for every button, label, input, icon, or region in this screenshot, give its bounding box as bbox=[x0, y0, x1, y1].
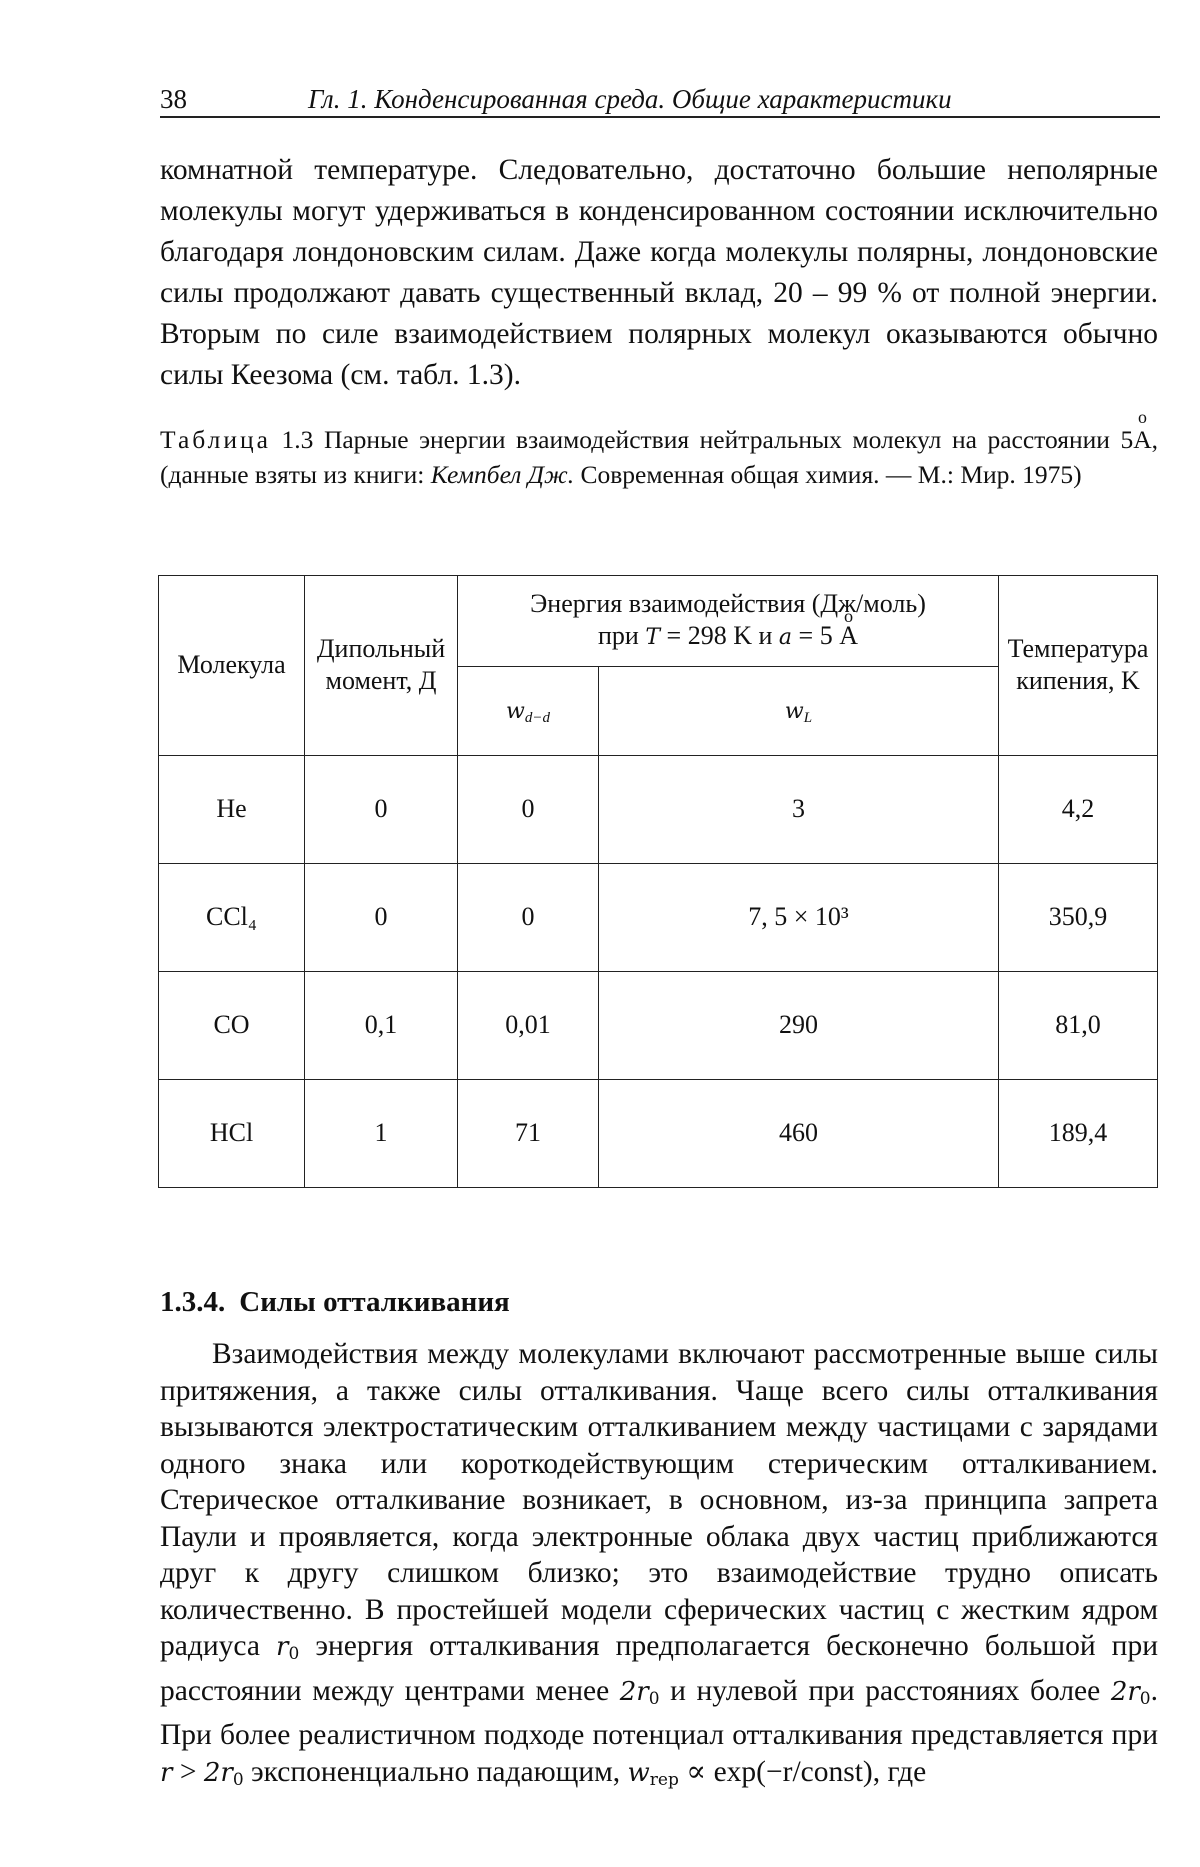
table-caption bbox=[160, 422, 1158, 492]
a-value: = 5 bbox=[798, 620, 833, 650]
cell-molecule: HCl bbox=[159, 1079, 305, 1187]
cell-molecule: He bbox=[159, 755, 305, 863]
var-a: a bbox=[778, 624, 793, 650]
table-row bbox=[159, 863, 1158, 971]
two-r0-base: 2r bbox=[203, 1757, 233, 1788]
energy-prefix: при bbox=[598, 620, 639, 650]
cell-dipole: 0,1 bbox=[305, 971, 458, 1079]
cell-wdd: 0,01 bbox=[458, 971, 599, 1079]
header-molecule: Молекула bbox=[159, 576, 305, 756]
r0-base: r bbox=[276, 1632, 289, 1662]
header-boiling: Температура кипения, K bbox=[999, 576, 1158, 756]
r-symbol: r bbox=[160, 1757, 173, 1788]
section-title: Силы отталкивания bbox=[239, 1286, 510, 1318]
paragraph-1: комнатной температуре. Следовательно, достаточно большие неполярные молекулы могут удерживаться в конденсированном состоянии исключительно благодаря лондоновским силам. Даже когда молекулы полярны, лондоновские силы продолжают давать существенный вклад, 20 – 99 % от полной энергии. Вторым по силе взаимодействием полярных молекул оказываются обычно силы Кеезома (см. табл. 1.3). bbox=[160, 154, 1158, 391]
header-energy-line1: Энергия взаимодействия (Дж/моль) bbox=[530, 588, 926, 618]
caption-unit: o A bbox=[1133, 422, 1151, 457]
cell-dipole: 0 bbox=[305, 863, 458, 971]
paragraph-2-body bbox=[160, 1336, 1158, 1798]
header-energy-line2 bbox=[458, 620, 998, 654]
p2-text-c: и нулевой при расстояниях более bbox=[659, 1674, 1111, 1707]
header-wl bbox=[599, 666, 999, 755]
repulsion-formula: ∝ exp(−r/const) bbox=[678, 1755, 873, 1788]
w-rep-sub: rep bbox=[649, 1769, 679, 1790]
two-r0-symbol bbox=[620, 1677, 660, 1707]
r0-symbol bbox=[276, 1632, 299, 1662]
two-r0-symbol bbox=[1111, 1677, 1151, 1707]
paragraph-2 bbox=[160, 1336, 1158, 1798]
caption-text-1: Парные энергии взаимодействия нейтральных молекул на расстоянии 5 bbox=[323, 425, 1134, 454]
two-r0-base: 2r bbox=[619, 1676, 649, 1707]
two-r0-sub: 0 bbox=[648, 1688, 660, 1709]
wl-sub: L bbox=[803, 709, 813, 726]
caption-author: Кемпбел Дж. bbox=[430, 460, 575, 489]
p2-text-a: Взаимодействия между молекулами включают рассмотренные выше силы притяжения, а также силы отталкивания. Чаще всего силы отталкивания вызываются электростатическим отталкиванием между частицами с зарядами одного знака или короткодействующим стерическим отталкиванием. Стерическое отталкивание возникает, в основном, из-за принципа запрета Паули и проявляется, когда электронные облака двух частиц приближаются друг к другу слишком близко; это взаимодействие трудно описать количественно. В простейшей модели сферических частиц с жестким ядром радиуса bbox=[160, 1338, 1158, 1662]
cell-molecule: CCl₄ bbox=[159, 863, 305, 971]
table-row bbox=[159, 971, 1158, 1079]
cell-wdd: 0 bbox=[458, 755, 599, 863]
p2-text-f: , где bbox=[872, 1755, 927, 1788]
header-energy-group bbox=[458, 576, 999, 667]
greater-than: > bbox=[172, 1755, 204, 1788]
caption-number: 1.3 bbox=[281, 425, 314, 454]
table-row bbox=[159, 1079, 1158, 1187]
two-r0-sub: 0 bbox=[232, 1769, 244, 1790]
energy-and: и bbox=[758, 620, 773, 650]
wdd-sub: d−d bbox=[524, 709, 550, 726]
wl-base: w bbox=[784, 698, 804, 724]
w-rep-base: w bbox=[627, 1757, 650, 1788]
header-dipole: Дипольный момент, Д bbox=[305, 576, 458, 756]
p2-text-e: экспоненциально падающим, bbox=[243, 1755, 628, 1788]
a-unit: o A bbox=[839, 620, 858, 652]
cell-wl: 7, 5 × 10³ bbox=[599, 863, 999, 971]
cell-boiling: 81,0 bbox=[999, 971, 1158, 1079]
page-header bbox=[160, 70, 1160, 118]
w-rep-symbol bbox=[628, 1758, 679, 1788]
wdd-base: w bbox=[506, 698, 525, 724]
cell-wdd: 71 bbox=[458, 1079, 599, 1187]
page-number: 38 bbox=[160, 84, 187, 114]
running-title: Гл. 1. Конденсированная среда. Общие характеристики bbox=[308, 84, 952, 114]
table-row bbox=[159, 755, 1158, 863]
cell-boiling: 350,9 bbox=[999, 863, 1158, 971]
caption-text-2: , (данные взяты из книги: bbox=[160, 425, 1159, 489]
p2-text-d: . При более реалистичном подходе потенциал отталкивания представляется при bbox=[160, 1674, 1158, 1751]
section-heading bbox=[160, 1286, 510, 1319]
section-number: 1.3.4. bbox=[160, 1286, 226, 1318]
cell-wdd: 0 bbox=[458, 863, 599, 971]
two-r0-sub: 0 bbox=[1139, 1688, 1151, 1709]
var-T: T bbox=[645, 624, 661, 650]
two-r0-base: 2r bbox=[1110, 1676, 1140, 1707]
cell-wl: 3 bbox=[599, 755, 999, 863]
r0-sub: 0 bbox=[288, 1644, 300, 1664]
two-r0-symbol bbox=[204, 1758, 244, 1788]
cell-dipole: 1 bbox=[305, 1079, 458, 1187]
cell-wl: 290 bbox=[599, 971, 999, 1079]
cell-wl: 460 bbox=[599, 1079, 999, 1187]
caption-label: Таблица bbox=[160, 425, 271, 454]
header-wdd bbox=[458, 666, 599, 755]
cell-boiling: 189,4 bbox=[999, 1079, 1158, 1187]
cell-boiling: 4,2 bbox=[999, 755, 1158, 863]
energy-table bbox=[158, 575, 1158, 1188]
T-value: = 298 K bbox=[666, 620, 752, 650]
cell-dipole: 0 bbox=[305, 755, 458, 863]
p2-text-b: энергия отталкивания предполагается бесконечно большой при расстоянии между центрами менее bbox=[160, 1630, 1159, 1707]
cell-molecule: CO bbox=[159, 971, 305, 1079]
caption-text-3: Современная общая химия. — М.: Мир. 1975) bbox=[574, 460, 1082, 489]
